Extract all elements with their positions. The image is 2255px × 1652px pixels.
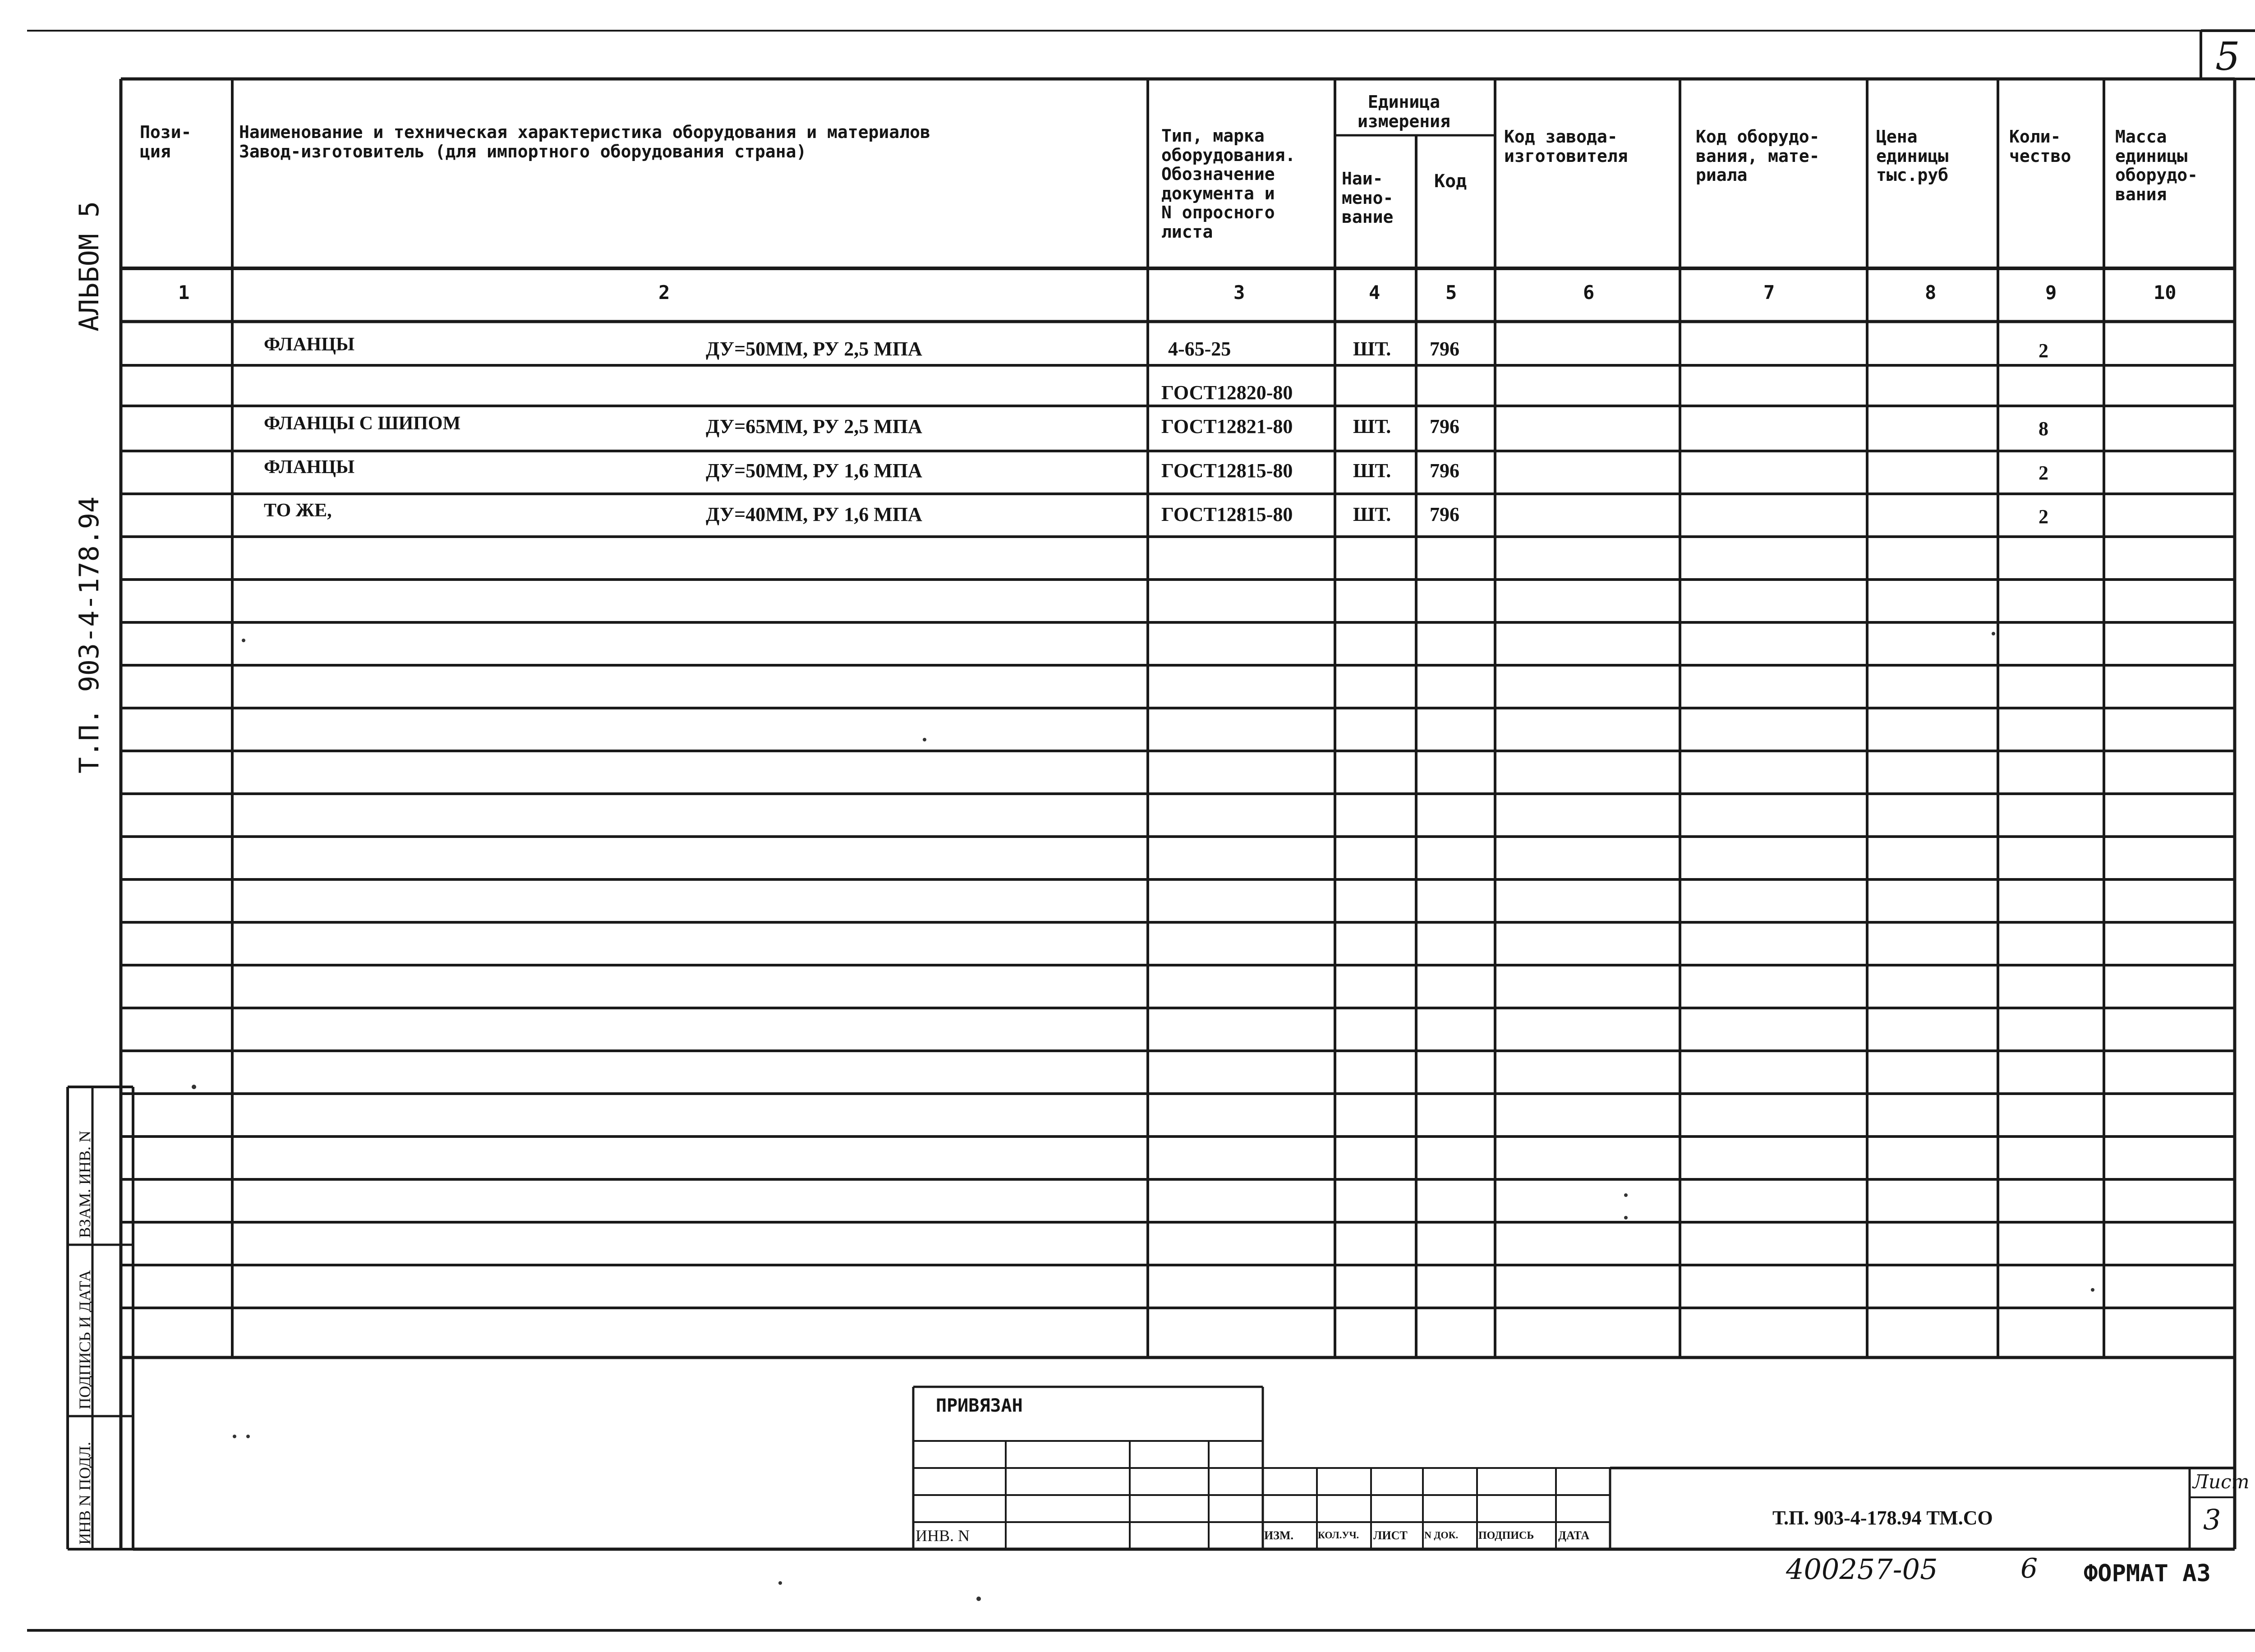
column-number: 9 bbox=[2045, 281, 2057, 304]
table-row-name: ФЛАНЦЫ bbox=[264, 334, 355, 355]
header-name: Наименование и техническая характеристика оборудования и материалов Завод-изготовитель (для импортного оборудования страна) bbox=[239, 122, 930, 161]
column-number: 3 bbox=[1233, 281, 1245, 304]
table-row-type: ГОСТ12820-80 bbox=[1161, 382, 1293, 404]
handwritten-archive-number: 400257-05 bbox=[1786, 1553, 1938, 1586]
table-row-qty: 2 bbox=[2039, 506, 2048, 528]
side-document-code: Т.П. 903-4-178.94 bbox=[74, 496, 105, 773]
header-unit-code: Код bbox=[1434, 171, 1467, 192]
table-row-spec: ДУ=40ММ, РУ 1,6 МПА bbox=[706, 503, 922, 525]
revision-col-label: КОЛ.УЧ. bbox=[1318, 1529, 1359, 1541]
document-code: Т.П. 903-4-178.94 ТМ.СО bbox=[1772, 1507, 1993, 1529]
table-row-code: 796 bbox=[1430, 415, 1459, 437]
table-row-code: 796 bbox=[1430, 503, 1459, 525]
header-unit: Единица измерения bbox=[1358, 92, 1450, 131]
table-row-spec: ДУ=50ММ, РУ 1,6 МПА bbox=[706, 460, 922, 482]
inventory-number-label: ИНВ. N bbox=[916, 1527, 970, 1545]
column-number: 2 bbox=[658, 281, 670, 304]
table-row-type: ГОСТ12815-80 bbox=[1161, 503, 1293, 525]
column-number: 4 bbox=[1369, 281, 1381, 304]
revision-col-label: ПОДПИСЬ bbox=[1478, 1530, 1534, 1542]
table-row-type: ГОСТ12821-80 bbox=[1161, 415, 1293, 437]
revision-col-label: ИЗМ. bbox=[1264, 1529, 1293, 1542]
header-factory-code: Код завода- изготовителя bbox=[1504, 127, 1628, 166]
album-label: АЛЬБОМ 5 bbox=[74, 201, 105, 331]
column-number: 7 bbox=[1763, 281, 1775, 304]
table-row-qty: 2 bbox=[2039, 340, 2048, 362]
table-row-spec: ДУ=50ММ, РУ 2,5 МПА bbox=[706, 338, 922, 360]
revision-col-label: ДАТА bbox=[1558, 1529, 1590, 1542]
column-number: 1 bbox=[178, 281, 190, 304]
column-number: 5 bbox=[1445, 281, 1457, 304]
column-number: 8 bbox=[1925, 281, 1937, 304]
paper-format: ФОРМАТ А3 bbox=[2084, 1560, 2211, 1587]
header-equipment-code: Код оборудо- вания, мате- риала bbox=[1696, 127, 1820, 185]
table-row-type: 4-65-25 bbox=[1168, 338, 1231, 360]
table-row-qty: 2 bbox=[2039, 462, 2048, 484]
column-number: 10 bbox=[2154, 281, 2177, 304]
header-quantity: Коли- чество bbox=[2009, 127, 2071, 166]
revision-col-label: N ДОК. bbox=[1424, 1529, 1459, 1541]
table-row-name: ФЛАНЦЫ bbox=[264, 457, 355, 478]
table-row-spec: ДУ=65ММ, РУ 2,5 МПА bbox=[706, 415, 922, 437]
header-unit-name: Наи- мено- вание bbox=[1342, 169, 1394, 227]
header-price: Цена единицы тыс.руб bbox=[1876, 127, 1949, 185]
header-type: Тип, марка оборудования. Обозначение документа и N опросного листа bbox=[1161, 126, 1296, 242]
table-row-qty: 8 bbox=[2039, 418, 2048, 440]
stamp-signature-date: ПОДПИСЬ И ДАТА bbox=[76, 1270, 94, 1409]
header-position: Пози- ция bbox=[140, 122, 192, 161]
attached-label: ПРИВЯЗАН bbox=[936, 1395, 1023, 1416]
stamp-original-inv: ИНВ N ПОДЛ. bbox=[76, 1441, 94, 1545]
page-number: 5 bbox=[2215, 34, 2240, 79]
table-row-type: ГОСТ12815-80 bbox=[1161, 460, 1293, 482]
table-row-code: 796 bbox=[1430, 460, 1459, 482]
table-row-name: ФЛАНЦЫ С ШИПОМ bbox=[264, 413, 461, 434]
table-row-unit: ШТ. bbox=[1353, 415, 1391, 437]
column-number: 6 bbox=[1583, 281, 1595, 304]
table-row-unit: ШТ. bbox=[1353, 338, 1391, 360]
stamp-replaced-inv: ВЗАМ. ИНВ. N bbox=[76, 1130, 94, 1238]
sheet-number: 3 bbox=[2203, 1503, 2221, 1536]
sheet-label: Лист bbox=[2193, 1471, 2250, 1493]
table-row-name: ТО ЖЕ, bbox=[264, 500, 332, 521]
table-row-unit: ШТ. bbox=[1353, 503, 1391, 525]
header-mass: Масса единицы оборудо- вания bbox=[2115, 127, 2198, 204]
table-row-code: 796 bbox=[1430, 338, 1459, 360]
handwritten-copy-number: 6 bbox=[2020, 1553, 2038, 1584]
table-row-unit: ШТ. bbox=[1353, 460, 1391, 482]
revision-col-label: ЛИСТ bbox=[1373, 1529, 1408, 1542]
